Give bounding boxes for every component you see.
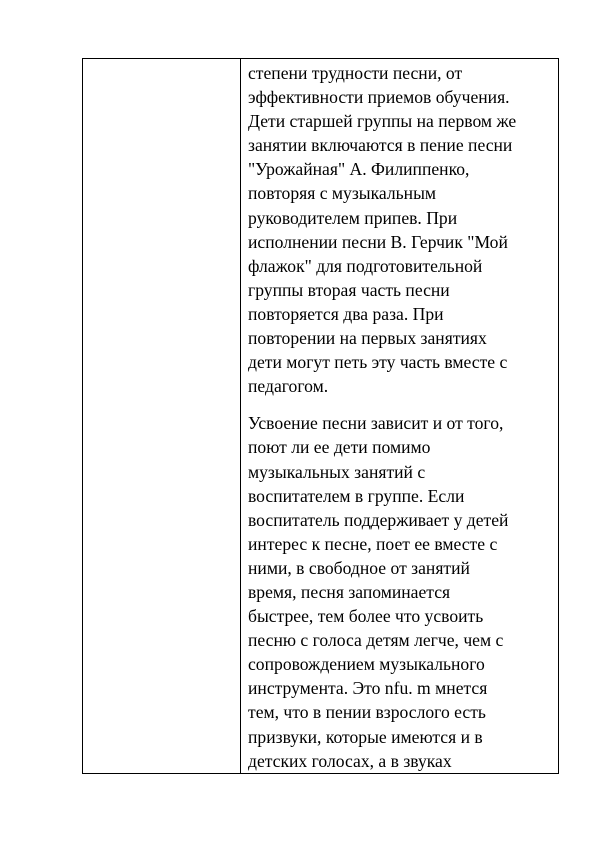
text-line: занятии включаются в пение песни: [248, 135, 513, 156]
document-table: [82, 58, 559, 774]
text-line: тем, что в пении взрослого есть: [248, 702, 486, 723]
text-line: повторяя с музыкальным: [248, 183, 437, 204]
text-line: эффективности приемов обучения.: [248, 87, 510, 108]
text-line: воспитателем в группе. Если: [248, 485, 465, 506]
text-line: степени трудности песни, от: [248, 63, 463, 83]
text-line: интерес к песне, поет ее вместе с: [248, 533, 498, 554]
text-line: песню с голоса детям легче, чем с: [248, 630, 504, 651]
paragraph-2: [248, 411, 554, 772]
text-line: быстрее, тем более что усвоить: [248, 606, 484, 627]
left-cell: [83, 59, 241, 774]
text-line: Усвоение песни зависит и от того,: [248, 413, 504, 434]
text-line: Дети старшей группы на первом же: [248, 111, 517, 132]
text-line: повторяется два раза. При: [248, 303, 444, 324]
text-line: детских голосах, а в звуках: [248, 750, 452, 771]
text-line: время, песня запоминается: [248, 581, 451, 602]
text-line: ними, в свободное от занятий: [248, 557, 470, 578]
text-line: группы вторая часть песни: [248, 279, 450, 300]
text-line: воспитатель поддерживает у детей: [248, 509, 509, 530]
paragraph-1: [248, 61, 554, 398]
text-line: повторении на первых занятиях: [248, 328, 487, 349]
left-cell-text: [83, 59, 240, 773]
text-line: инструмента. Это nfu. m мнется: [248, 678, 488, 699]
text-line: педагогом.: [248, 376, 329, 397]
text-line: руководителем припев. При: [248, 207, 458, 228]
text-line: исполнении песни В. Герчик "Мой: [248, 231, 508, 252]
text-line: сопровождением музыкального: [248, 654, 485, 675]
text-line: флажок" для подготовительной: [248, 255, 483, 276]
text-line: дети могут петь эту часть вместе с: [248, 352, 508, 373]
text-line: "Урожайная" А. Филиппенко,: [248, 159, 470, 180]
text-line: музыкальных занятий с: [248, 461, 426, 482]
text-line: поют ли ее дети помимо: [248, 437, 431, 458]
right-cell: [241, 59, 559, 774]
table-row: [83, 59, 559, 774]
text-line: призвуки, которые имеются и в: [248, 726, 483, 747]
right-cell-content: [241, 59, 558, 773]
